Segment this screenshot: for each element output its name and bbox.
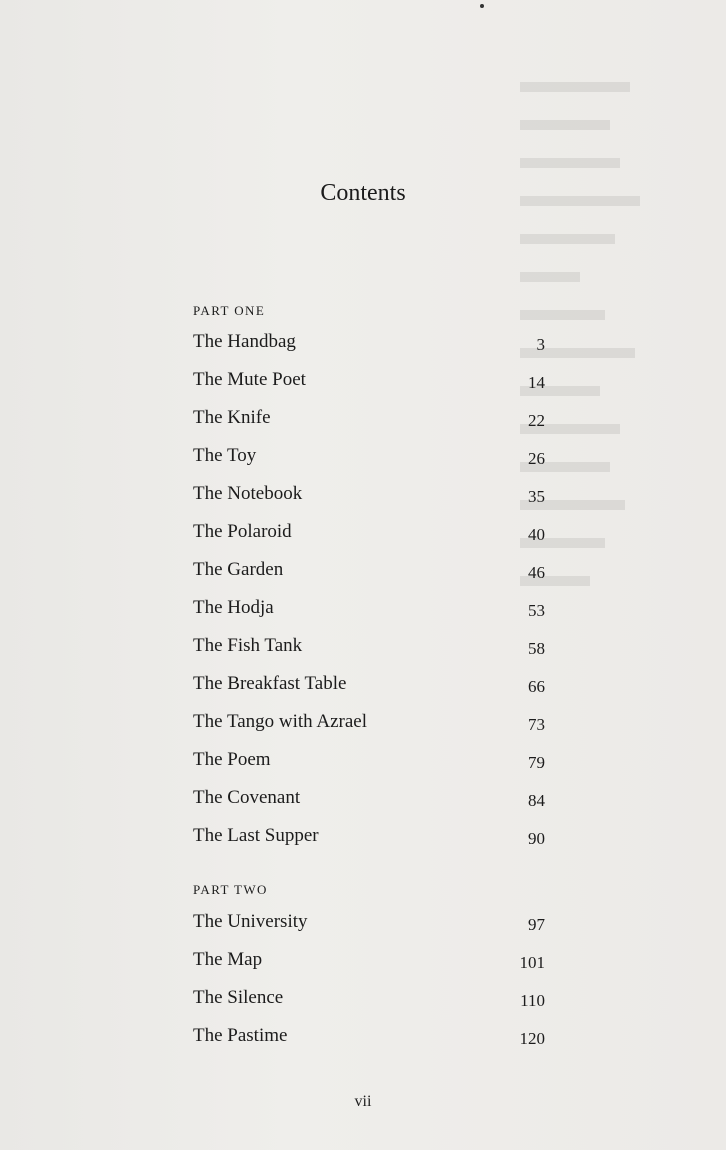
toc-entry[interactable] <box>193 369 545 397</box>
entry-title: The Map <box>193 949 263 970</box>
entry-page: 84 <box>528 791 545 810</box>
toc-entry[interactable] <box>193 559 545 587</box>
entry-title: The Last Supper <box>193 825 319 846</box>
toc-entry[interactable] <box>193 911 545 939</box>
entry-title: The Handbag <box>193 331 296 352</box>
entry-page: 73 <box>528 715 545 734</box>
entry-title: The Knife <box>193 407 271 428</box>
entry-page: 3 <box>536 335 545 354</box>
entry-page: 26 <box>528 449 545 468</box>
entry-title: The Toy <box>193 445 257 466</box>
toc-entry[interactable] <box>193 673 545 701</box>
part-two-label: PART TWO <box>193 882 268 897</box>
toc-entry[interactable] <box>193 521 545 549</box>
entry-page: 101 <box>519 953 545 972</box>
entry-title: The University <box>193 911 308 932</box>
entry-page: 22 <box>528 411 545 430</box>
entry-title: The Hodja <box>193 597 274 618</box>
entry-title: The Polaroid <box>193 521 292 542</box>
entry-title: The Garden <box>193 559 284 580</box>
entry-page: 53 <box>528 601 545 620</box>
entry-page: 110 <box>520 991 545 1010</box>
entry-page: 66 <box>528 677 545 696</box>
entry-title: The Mute Poet <box>193 369 306 390</box>
entry-page: 40 <box>528 525 545 544</box>
entry-title: The Tango with Azrael <box>193 711 368 732</box>
toc-entry[interactable] <box>193 445 545 473</box>
entry-title: The Fish Tank <box>193 635 303 656</box>
page-number: vii <box>354 1093 372 1110</box>
contents-heading: Contents <box>320 180 406 206</box>
entry-page: 90 <box>528 829 545 848</box>
entry-title: The Silence <box>193 987 284 1008</box>
toc-entry[interactable] <box>193 825 545 853</box>
entry-page: 35 <box>528 487 545 506</box>
toc-entry[interactable] <box>193 949 545 977</box>
entry-title: The Notebook <box>193 483 303 504</box>
entry-page: 58 <box>528 639 545 658</box>
toc-entry[interactable] <box>193 787 545 815</box>
toc-entry[interactable] <box>193 711 545 739</box>
toc-entry[interactable] <box>193 407 545 435</box>
toc-entry[interactable] <box>193 483 545 511</box>
toc-entry[interactable] <box>193 987 545 1015</box>
toc-entry[interactable] <box>193 331 545 359</box>
toc-entry[interactable] <box>193 1025 545 1053</box>
entry-page: 79 <box>528 753 545 772</box>
entry-page: 97 <box>528 915 545 934</box>
entry-title: The Pastime <box>193 1025 288 1046</box>
entry-title: The Poem <box>193 749 271 770</box>
toc-entry[interactable] <box>193 635 545 663</box>
entry-page: 120 <box>519 1029 545 1048</box>
entry-page: 14 <box>528 373 545 392</box>
part-one-label: PART ONE <box>193 303 266 318</box>
toc-entry[interactable] <box>193 749 545 777</box>
toc-entry[interactable] <box>193 597 545 625</box>
entry-title: The Covenant <box>193 787 301 808</box>
ink-spot <box>480 4 484 8</box>
entry-page: 46 <box>528 563 545 582</box>
entry-title: The Breakfast Table <box>193 673 347 694</box>
